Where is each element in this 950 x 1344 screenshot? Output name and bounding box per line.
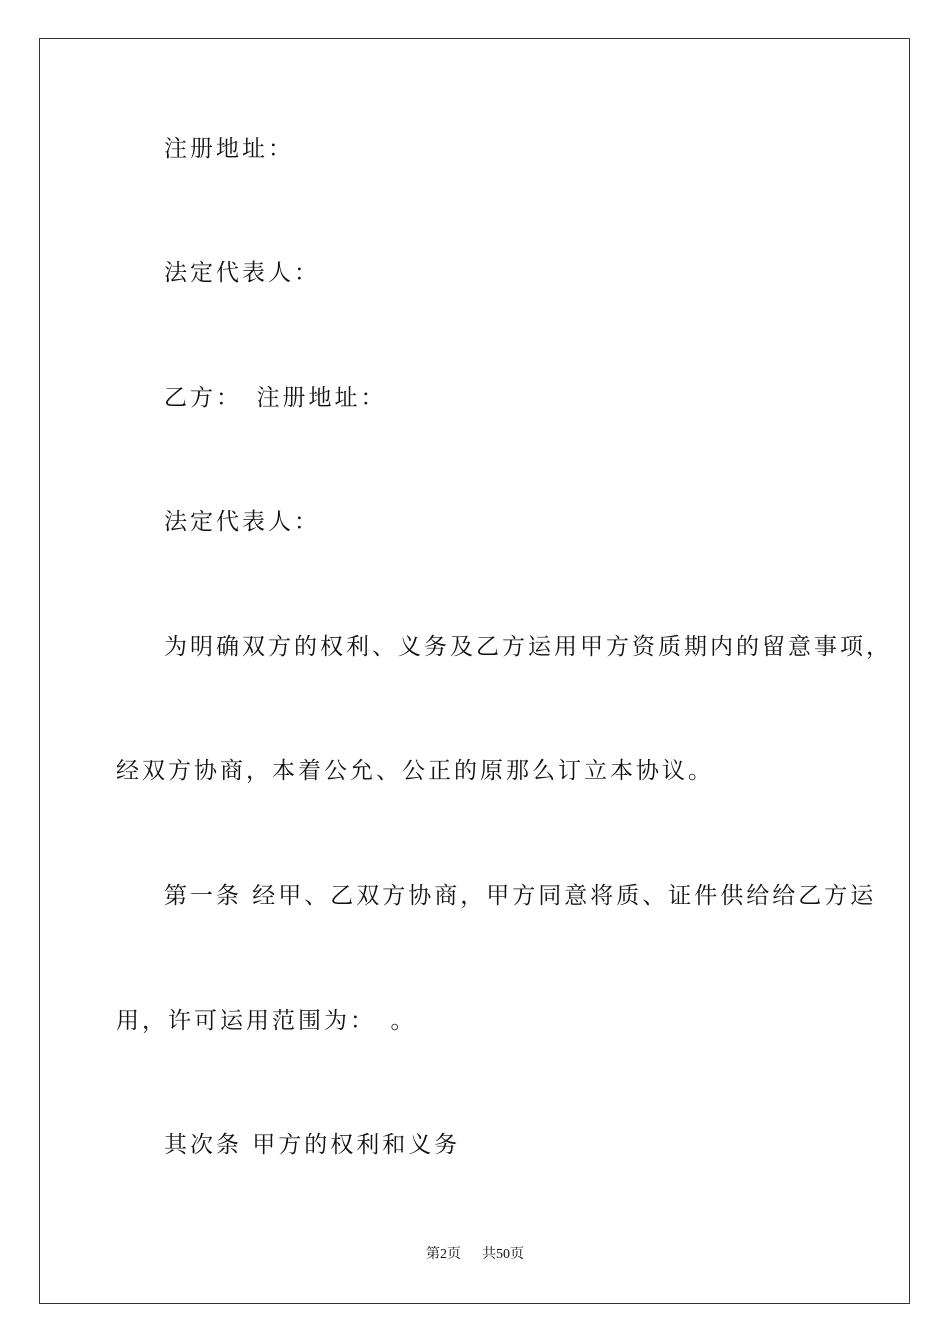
paragraph-line: 经双方协商，本着公允、公正的原那么订立本协议。: [116, 758, 714, 784]
paragraph-line: 其次条 甲方的权利和义务: [164, 1132, 461, 1158]
paragraph-line: 用，许可运用范围为： 。: [116, 1008, 417, 1034]
page-total: 共50页: [482, 1247, 524, 1262]
page-number: 第2页: [426, 1247, 461, 1262]
paragraph-line: 法定代表人：: [164, 509, 320, 535]
paragraph-line: 注册地址：: [164, 136, 294, 162]
page-footer: [0, 1246, 950, 1264]
page-frame: [39, 38, 910, 1304]
paragraph-line: 第一条 经甲、乙双方协商，甲方同意将质、证件供给给乙方运: [164, 883, 877, 909]
paragraph-line: 法定代表人：: [164, 260, 320, 286]
paragraph-line: 为明确双方的权利、义务及乙方运用甲方资质期内的留意事项，: [164, 634, 892, 660]
paragraph-line: 乙方： 注册地址：: [164, 385, 387, 411]
